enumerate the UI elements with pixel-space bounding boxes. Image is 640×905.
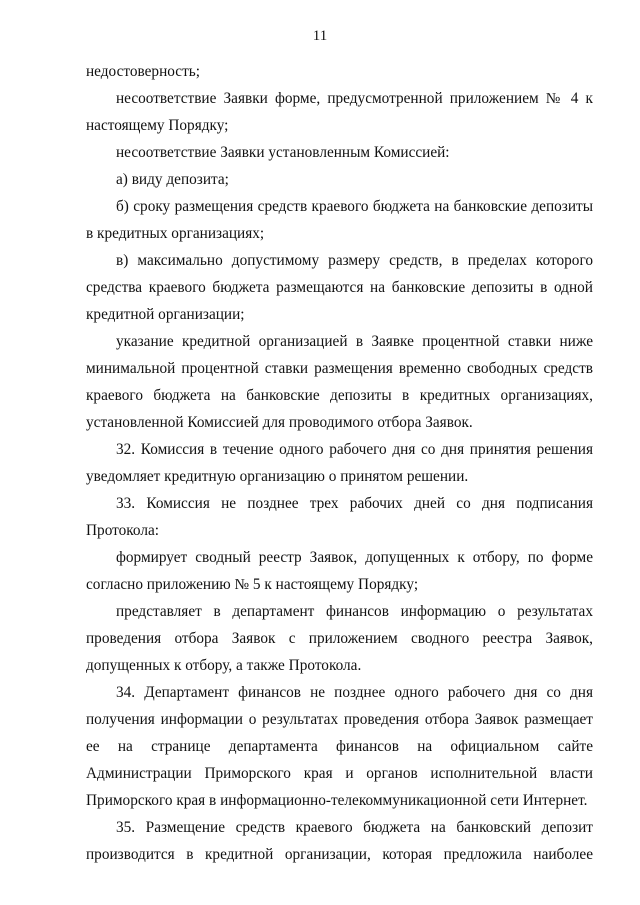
page-number: 11 <box>312 28 328 44</box>
paragraph-clause-32: 32. Комиссия в течение одного рабочего дня со дня принятия решения уведомляет кредитную организацию о принятом решении. <box>86 441 593 485</box>
paragraph-clause-34: 34. Департамент финансов не позднее одного рабочего дня со дня получения информации о результатах проведения отбора Заявок размещает ее на странице департамента финансов на официальном сайте Администрации Приморского края и органов исполнительной власти Приморского края в информационно-телекоммуникационной сети Интернет. <box>86 684 593 809</box>
paragraph-item-v: в) максимально допустимому размеру средств, в пределах которого средства краевого бюджета размещаются на банковские депозиты в одной кредитной организации; <box>86 252 593 323</box>
paragraph-item-a: а) виду депозита; <box>116 171 229 188</box>
paragraph-form-mismatch: несоответствие Заявки форме, предусмотренной приложением № 4 к настоящему Порядку; <box>86 90 593 134</box>
paragraph-clause-33-report: представляет в департамент финансов информацию о результатах проведения отбора Заявок с приложением сводного реестра Заявок, допущенных к отбору, а также Протокола. <box>86 603 593 674</box>
paragraph-clause-33: 33. Комиссия не позднее трех рабочих дней со дня подписания Протокола: <box>86 495 593 539</box>
paragraph-commission-mismatch: несоответствие Заявки установленным Комиссией: <box>116 144 450 161</box>
paragraph-clause-33-registry: формирует сводный реестр Заявок, допущенных к отбору, по форме согласно приложению № 5 к настоящему Порядку; <box>86 549 593 593</box>
paragraph-item-b: б) сроку размещения средств краевого бюджета на банковские депозиты в кредитных организациях; <box>86 198 593 242</box>
document-body <box>86 58 593 868</box>
paragraph-clause-35: 35. Размещение средств краевого бюджета на банковский депозит производится в кредитной организации, которая предложила наиболее <box>86 819 593 863</box>
paragraph-interest-rate: указание кредитной организацией в Заявке процентной ставки ниже минимальной процентной ставки размещения временно свободных средств краевого бюджета на банковские депозиты в кредитных организациях, установленной Комиссией для проводимого отбора Заявок. <box>86 333 593 431</box>
paragraph-nedostovernost: недостоверность; <box>86 63 200 80</box>
